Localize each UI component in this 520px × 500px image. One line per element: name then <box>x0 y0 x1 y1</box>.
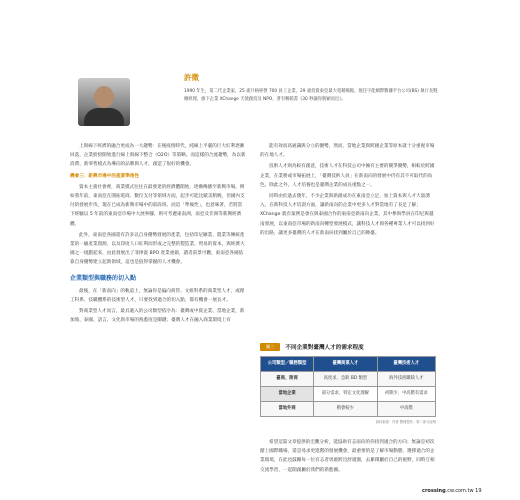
article-right-column-bottom <box>260 438 436 475</box>
article-paragraph: 希望這篇文章提供的宏觀分析，能協助有志南向的你找到適合的方向；無論是初次踏上國際職場，還是尋求更進階的發展機會，最重要的是了解市場動態、選擇適合的企業環境，在此也鼓勵每一位有志者勇敢跨出舒適圈，去累積屬於自己的視野，同時互相交流學習，一起開創屬於我們的新藍圖。 <box>260 440 435 473</box>
page-footer <box>422 488 482 494</box>
page-number: 19 <box>475 488 482 494</box>
article-paragraph: 同時由於過去幾年，不少企業與新創成功在東南亞立足，加上資本與人才大量湧入，在新科技人才培訓方面，讓新南向的企業中更多人才對當地有了長足了解；XChange 就有案例是會在與泰國合作的東南亞新南向企業，其中參與學員在印尼與越南發展，以東南亞市場的新南向轉型發展模式，讓科技人才與各種專業人才可以找到好的出路，讓更多臺灣的人才在新南向找到屬於自己的舞臺。 <box>260 194 435 236</box>
magazine-page <box>70 60 482 494</box>
table-header-cell: 公司類型／職務類型 <box>261 357 314 372</box>
table-cell: 初期少，中高階有需求 <box>377 387 435 402</box>
table-header-cell: 臺灣商業人才 <box>314 357 378 372</box>
section-heading: 企業類型與職務的切入點 <box>70 274 137 282</box>
footer-brand: crossing <box>422 488 446 494</box>
table-cell: 中高階 <box>377 402 435 417</box>
article-paragraph: 能有效而高通識與分立的優勢，然而，當地企業與跨國企業等原本就十分重視市場的在地人才。 <box>260 144 435 159</box>
author-name: 許徵 <box>184 73 199 82</box>
article-left-column <box>70 142 246 328</box>
article-paragraph: 此外，東南亞各國還有許多以自身優勢發展的產業，包括印尼礦業、農業等傳統產業的一級產業資源，以及印度人口紅利而形成之完整的製造業、貿易的資本，與經濟大國之一規劃起來，由此發展出了菲律賓 BPO 產業重鎮，讀者前景可觀，東南亞各國依靠自身優勢建立起新領域，這也是值得掌握的人才機會。 <box>70 232 245 266</box>
demand-table-block <box>260 343 436 424</box>
table-row <box>261 387 436 402</box>
section-subheading: 機會三：新興市場中的產業準後性 <box>70 173 139 179</box>
table-source: 資料來源：作者 整理製作／第二部分說明 <box>375 420 436 424</box>
table-title: 不同企業對臺灣人才的需求程度 <box>285 345 364 351</box>
table-cell: 稍會較少 <box>314 402 378 417</box>
article-paragraph: 資本主義社會裡，商業模式往往在最發達的經濟體開始，逐漸傳播至新興市場。例如我年前，東南亞在開拓電商、數位支付等領域方面，起步可能比歐美稍晚，但國內支付的發展步伐，現在已成為新興市場中的前段班。而這「準後性」，也意味著，若將當下經驗以 5 年前的東南亞市場中大展拳腳，則可考慮東南洲、南亞及非洲等新興經濟體。 <box>70 184 245 227</box>
table-row <box>261 372 436 387</box>
article-paragraph: 上與線下經濟的融合更成為一大趨勢：在後疫情時代，純線上平臺的巨大紅利逐漸回落，企業紛紛開始進行線上與線下整合（O2O）等策略。而這樣的合流趨勢，為以新消費、新零售模式為導向的品牌與人才，創造了很好的機會。 <box>70 144 246 168</box>
table-cell: 高度求、急缺 BD 類型 <box>314 372 378 387</box>
article-paragraph: 對商業型人才而言，最具適入的公司類型依序為：臺灣或中資企業、當地企業，新加坡、泰國、語言、文化與市場的熟悉度是關鍵；臺灣人才在融入商業環境上有 <box>70 309 245 324</box>
table-row <box>261 402 436 417</box>
table-cell: 部分需求，特定文化理解 <box>314 387 378 402</box>
table-header <box>260 343 436 351</box>
table-cell: 當地企業 <box>261 387 314 402</box>
table-header-cell: 臺灣技術人才 <box>377 357 435 372</box>
table-cell: 海外技術職缺人才 <box>377 372 435 387</box>
demand-table <box>260 356 436 417</box>
table-cell: 當地外商 <box>261 402 314 417</box>
article-paragraph: 技術人才則為較有創意，技術人才在科技公司中擁有主要的競爭優勢，相較於跨國企業，在業務或市場拓展上，「臺灣技術人員」在新南向的發展中仍有其不可取代的角色。除此之外，人才培養也是臺灣企業的成長重點之一。 <box>260 164 435 188</box>
figure-tag: 圖三 <box>260 343 280 351</box>
author-bio: 1990 年生，第二代企業家，25 歲升格經營 700 員工企業，29 歲投資東亞最大電競場館，現任宇能網際數據平台公司(BS) 執行長暨總經理，旗下企業 XChange 天使創投及 NPO，著有暢銷書《30 秒讓你脫穎而出》。 <box>184 89 438 102</box>
author-photo-body <box>84 108 124 126</box>
article-right-column <box>260 142 436 240</box>
author-photo <box>78 78 130 126</box>
table-cell: 臺商、陸商 <box>261 372 314 387</box>
table-header-row <box>261 357 436 372</box>
article-paragraph: 最後，在「新南向」的軌道上，無論你是偏向商管、文組科系的商業型人才，或理工科系、技職體系的技術型人才，只要找到適合的切入點，都有機會一展長才。 <box>70 288 245 304</box>
footer-site: .cw.com.tw <box>445 488 474 494</box>
author-photo-head <box>94 86 114 108</box>
